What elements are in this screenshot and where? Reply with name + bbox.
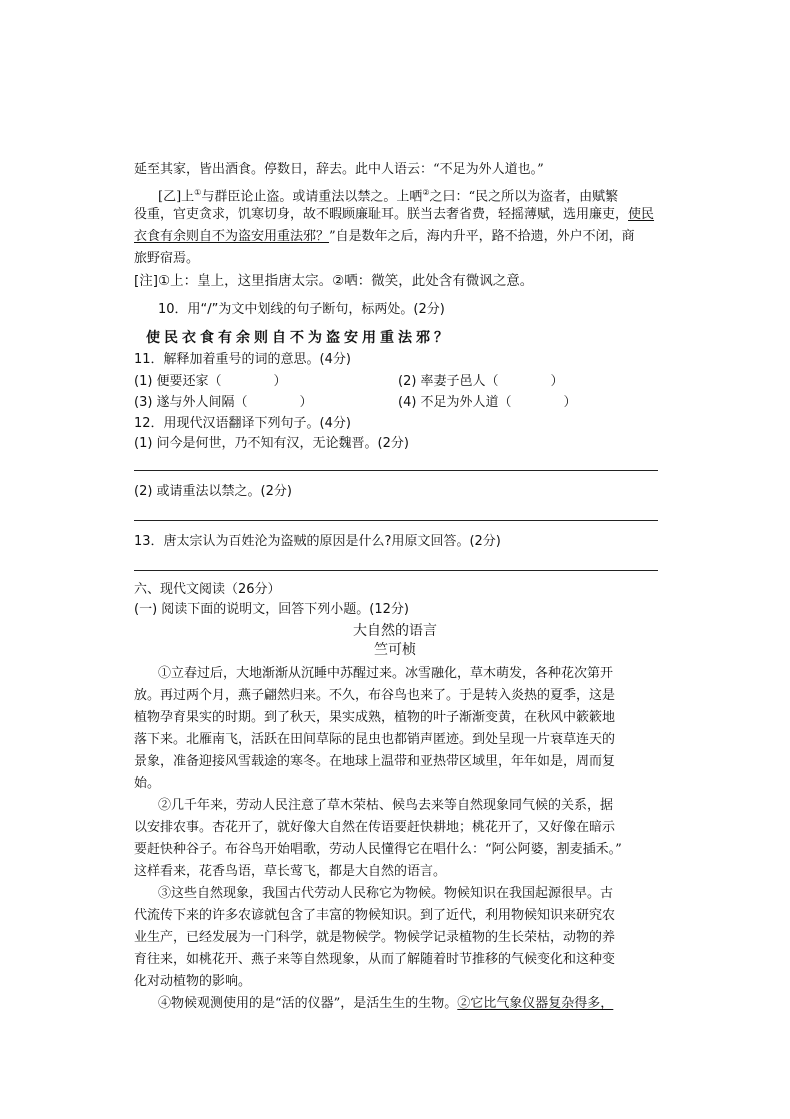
underlined-sentence: 衣食有余则自不为盗安用重法邪？	[134, 229, 330, 244]
para3-line-1: ③这些自然现象，我国古代劳动人民称它为物候。物候知识在我国起源很早。古	[158, 886, 614, 901]
underlined-sentence-2: ②它比气象仪器复杂得多，	[457, 996, 614, 1011]
question-10: 10．用“/”为文中划线的句子断句，标两处。(2分)	[158, 302, 445, 317]
question-10-sentence: 使民衣食有余则自不为盗安用重法邪？	[146, 330, 452, 346]
question-11-item-1: (1) 便要还家（ ）	[134, 374, 287, 389]
para3-line-2: 代流传下来的许多农谚就包含了丰富的物候知识。到了近代，利用物候知识来研究农	[134, 908, 616, 923]
question-11-item-4: (4) 不足为外人道（ ）	[398, 395, 577, 410]
underlined-sentence-start: 使民	[628, 207, 655, 222]
para1-line-6: 始。	[134, 776, 161, 791]
answer-line-1[interactable]	[134, 470, 658, 471]
article-title: 大自然的语言	[353, 623, 437, 639]
para2-line-4: 这样看来，花香鸟语，草长莺飞，都是大自然的语言。	[134, 864, 447, 879]
passage-b-line-4: 旅野宿焉。	[134, 251, 200, 266]
question-12: 12．用现代汉语翻译下列句子。(4分)	[134, 416, 351, 431]
passage-b-line-2: 役重，官吏贪求，饥寒切身，故不暇顾廉耻耳。朕当去奢省费，轻摇薄赋，选用廉吏，使民	[134, 207, 655, 222]
question-13: 13．唐太宗认为百姓沦为盗贼的原因是什么?用原文回答。(2分)	[134, 534, 501, 549]
para1-line-3: 植物孕育果实的时期。到了秋天，果实成熟，植物的叶子渐渐变黄，在秋风中簌簌地	[134, 710, 616, 725]
para1-line-1: ①立春过后，大地渐渐从沉睡中苏醒过来。冰雪融化，草木萌发，各种花次第开	[158, 666, 614, 681]
answer-line-2[interactable]	[134, 520, 658, 521]
section-6-heading: 六、现代文阅读（26分）	[134, 582, 281, 597]
article-author: 竺可桢	[374, 642, 416, 658]
question-11: 11．解释加着重号的词的意思。(4分)	[134, 352, 351, 367]
annotation: [注]①上：皇上，这里指唐太宗。②哂：微笑，此处含有微讽之意。	[134, 273, 534, 289]
para3-line-3: 业生产，已经发展为一门科学，就是物候学。物候学记录植物的生长荣枯，动物的养	[134, 930, 616, 945]
passage-b-line-3: 衣食有余则自不为盗安用重法邪？”自是数年之后，海内升平，路不拾遗，外户不闭，商	[134, 229, 635, 244]
passage-b-line-1: [乙]上①与群臣论止盗。或请重法以禁之。上哂②之曰：“民之所以为盗者，由赋繁	[158, 188, 619, 205]
question-12-1: (1) 问今是何世，乃不知有汉，无论魏晋。(2分)	[134, 436, 409, 451]
para3-line-4: 育往来，如桃花开、燕子来等自然现象，从而了解随着时节推移的气候变化和这种变	[134, 952, 616, 967]
question-11-item-3: (3) 遂与外人间隔（ ）	[134, 395, 313, 410]
question-11-item-2: (2) 率妻子邑人（ ）	[398, 374, 564, 389]
para2-line-2: 以安排农事。杏花开了，就好像大自然在传语要赶快耕地；桃花开了，又好像在暗示	[134, 820, 616, 835]
para2-line-3: 要赶快种谷子。布谷鸟开始唱歌，劳动人民懂得它在唱什么：“阿公阿婆，割麦插禾。”	[134, 842, 622, 857]
answer-line-3[interactable]	[134, 570, 658, 571]
section-6-subheading: (一) 阅读下面的说明文，回答下列小题。(12分)	[134, 602, 409, 617]
para3-line-5: 化对动植物的影响。	[134, 974, 252, 989]
passage-a-end: 延至其家，皆出酒食。停数日，辞去。此中人语云：“不足为外人道也。”	[134, 162, 544, 177]
para1-line-4: 落下来。北雁南飞，活跃在田间草际的昆虫也都销声匿迹。到处呈现一片衰草连天的	[134, 732, 616, 747]
para1-line-5: 景象，准备迎接风雪载途的寒冬。在地球上温带和亚热带区域里，年年如是，周而复	[134, 754, 616, 769]
para4-line-1: ④物候观测使用的是“活的仪器”，是活生生的生物。②它比气象仪器复杂得多，	[158, 996, 614, 1011]
question-12-2: (2) 或请重法以禁之。(2分)	[134, 484, 292, 499]
para2-line-1: ②几千年来，劳动人民注意了草木荣枯、候鸟去来等自然现象同气候的关系，据	[158, 798, 614, 813]
para1-line-2: 放。再过两个月，燕子翩然归来。不久，布谷鸟也来了。于是转入炎热的夏季，这是	[134, 688, 616, 703]
